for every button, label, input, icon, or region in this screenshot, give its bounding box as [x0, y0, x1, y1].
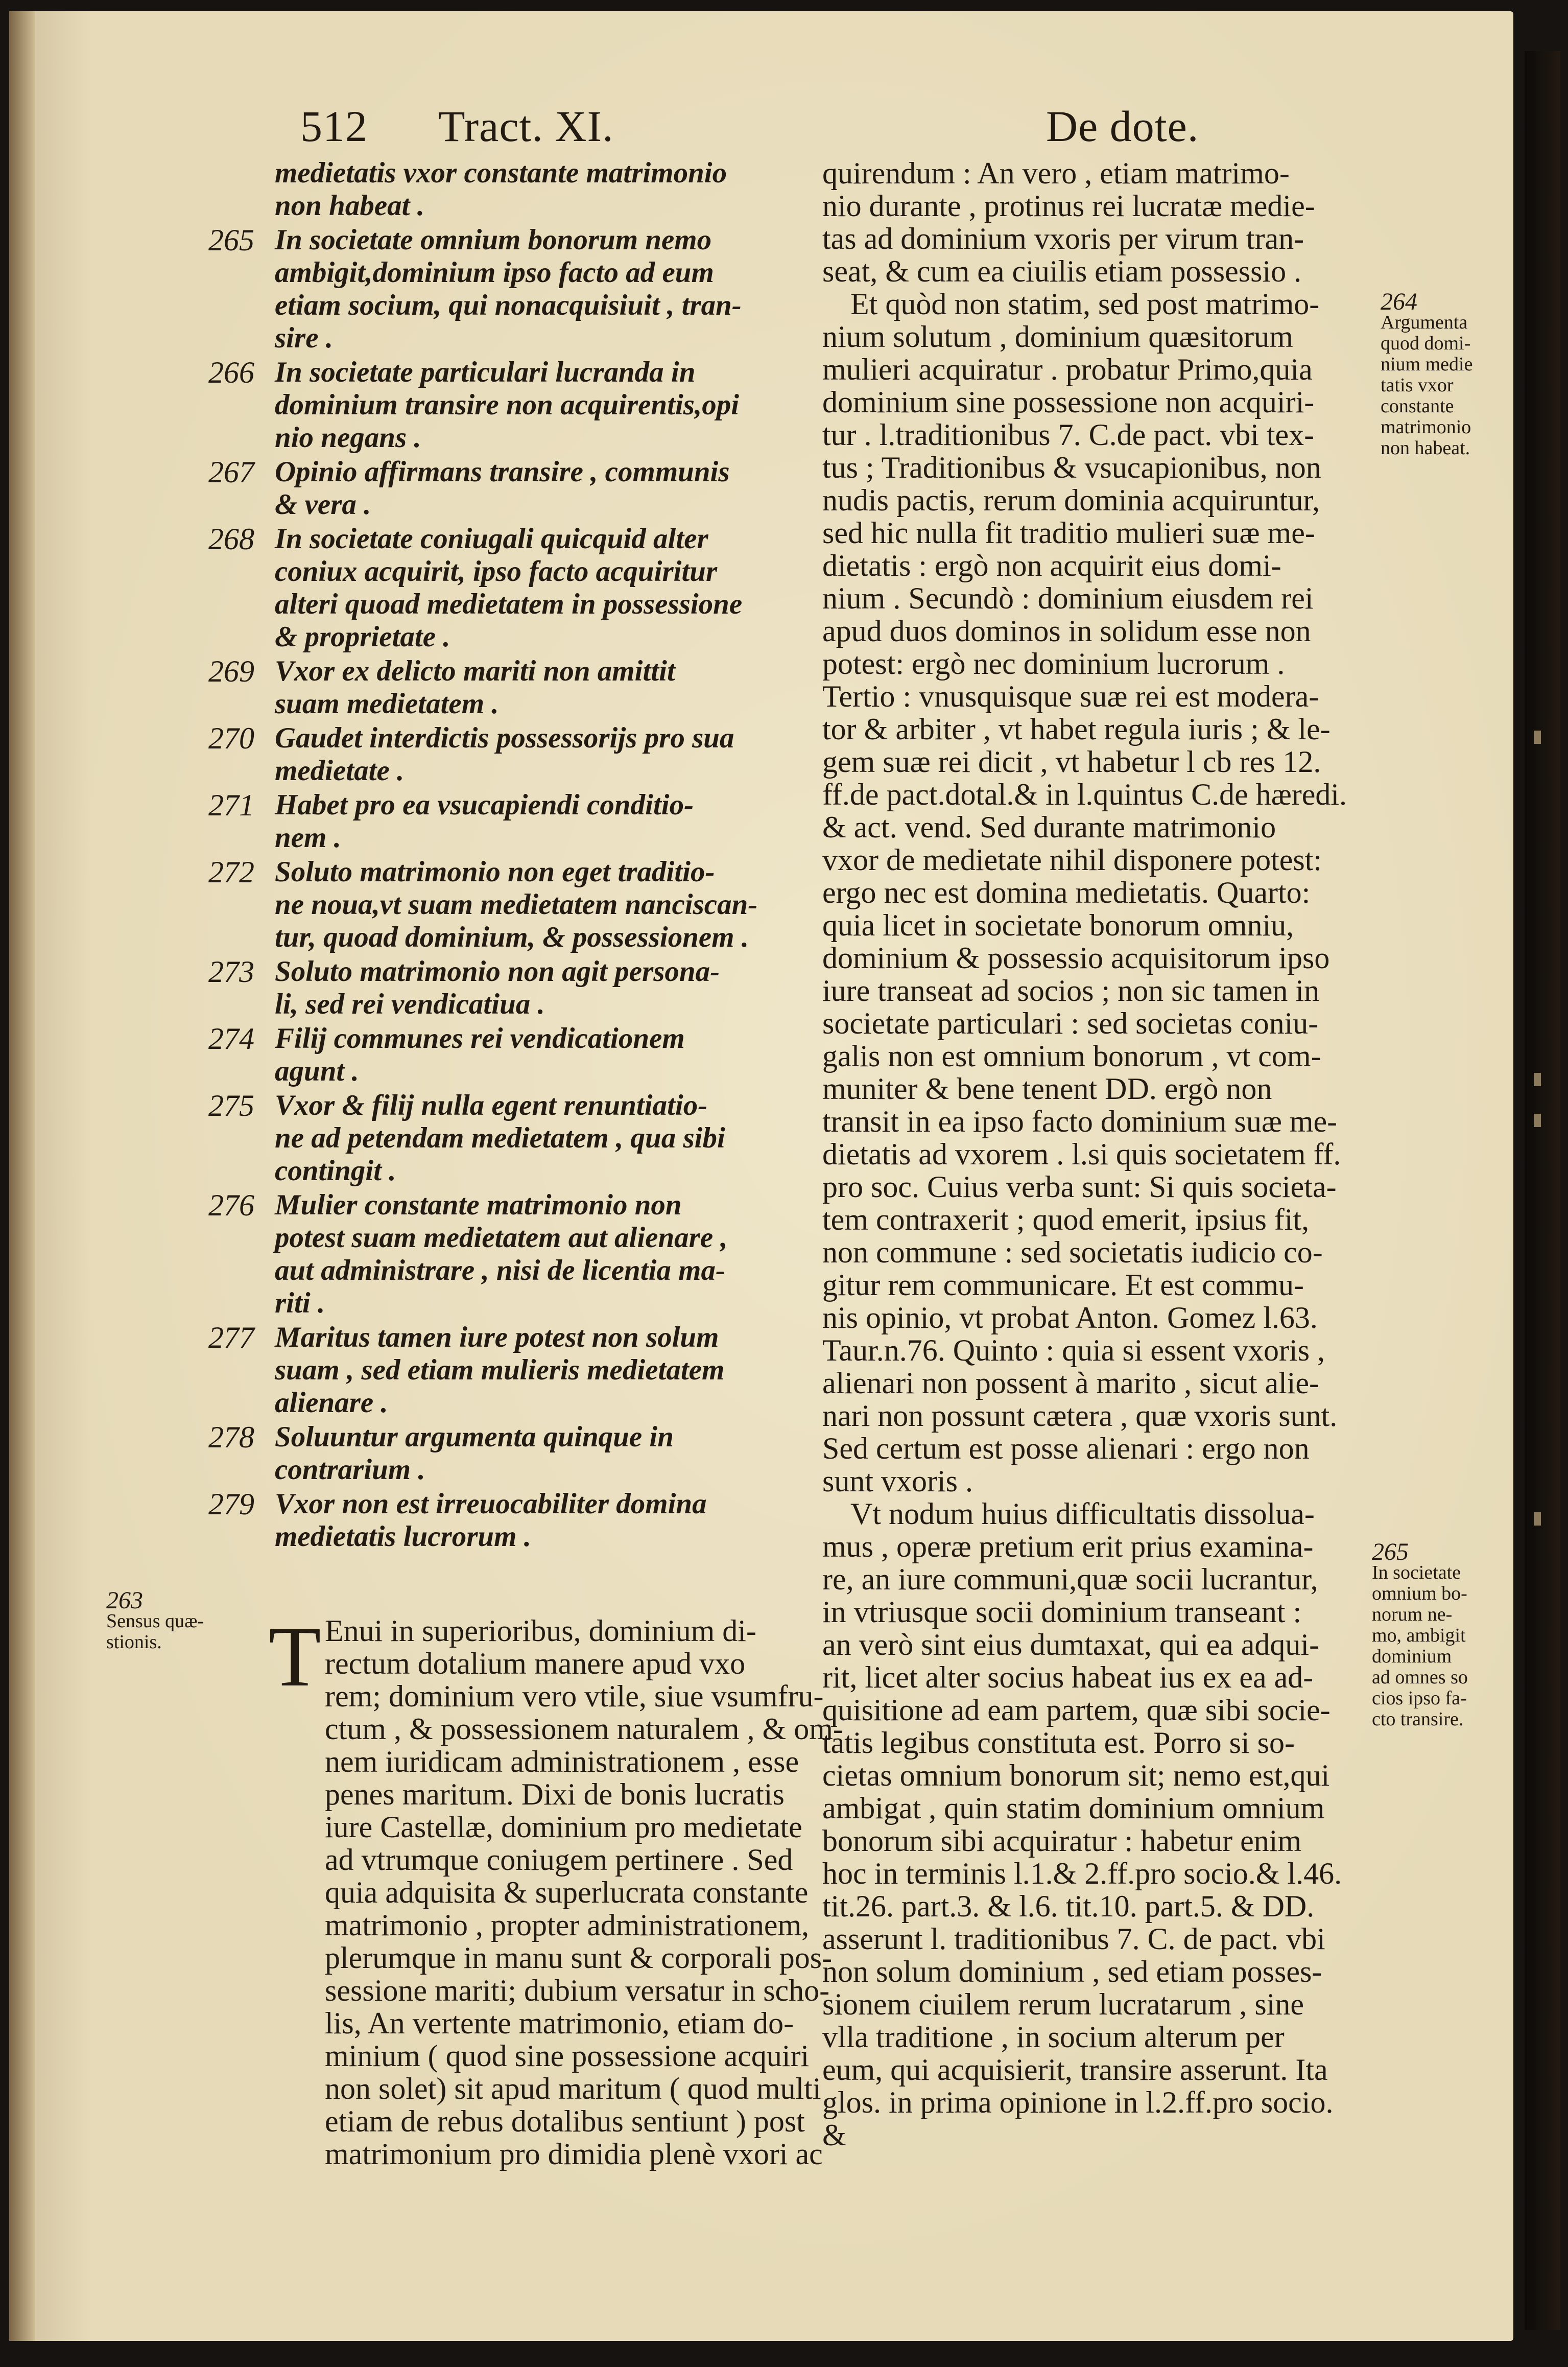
summary-line: In societate omnium bonorum nemo [275, 224, 712, 256]
summary-number: 277 [208, 1321, 254, 1354]
body-line: seat, & cum ea ciuilis etiam possessio . [822, 254, 1302, 288]
body-line: nium . Secundò : dominium eiusdem rei [822, 581, 1314, 615]
summary-line: agunt . [275, 1055, 359, 1087]
body-line: minium ( quod sine possessione acquiri [325, 2039, 810, 2073]
body-line: transit in ea ipso facto dominium suæ me- [822, 1105, 1338, 1138]
summary-line: Gaudet interdictis possessorijs pro sua [275, 722, 734, 754]
summary-number: 274 [208, 1022, 254, 1056]
summary-line: & vera . [275, 488, 371, 521]
summary-line: & proprietate . [275, 621, 450, 653]
body-line: nari non possunt cætera , quæ vxoris sunt. [822, 1399, 1338, 1433]
summary-line: suam , sed etiam mulieris medietatem [275, 1354, 725, 1386]
summary-line: tur, quoad dominium, & possessionem . [275, 921, 749, 953]
summary-line: contingit . [275, 1155, 396, 1187]
summary-line: Soluto matrimonio non agit persona- [275, 955, 720, 988]
summary-number: 278 [208, 1420, 254, 1454]
summary-line: Habet pro ea vsucapiendi conditio- [275, 789, 694, 821]
body-line: sed hic nulla fit traditio mulieri suæ me- [822, 516, 1315, 550]
page-number: 512 [300, 102, 368, 151]
summary-number: 275 [208, 1089, 254, 1122]
body-line: potest: ergò nec dominium lucrorum . [822, 647, 1285, 681]
summary-line: In societate coniugali quicquid alter [275, 523, 708, 555]
margin-note-line: ad omnes so [1372, 1667, 1468, 1688]
body-line: gitur rem communicare. Et est commu- [822, 1268, 1304, 1302]
summary-line: non habeat . [275, 190, 424, 222]
body-line: hoc in terminis l.1.& 2.ff.pro socio.& l.46. [822, 1857, 1342, 1890]
summary-line: alteri quoad medietatem in possessione [275, 588, 743, 620]
body-line: penes maritum. Dixi de bonis lucratis [325, 1777, 785, 1811]
summary-line: Mulier constante matrimonio non [275, 1189, 682, 1221]
summary-line: In societate particulari lucranda in [275, 356, 696, 388]
body-line: & act. vend. Sed durante matrimonio [822, 810, 1276, 844]
body-line: ambigat , quin statim dominium omnium [822, 1791, 1325, 1825]
summary-line: li, sed rei vendicatiua . [275, 988, 545, 1020]
summary-line: Vxor ex delicto mariti non amittit [275, 655, 675, 687]
summary-number: 268 [208, 522, 254, 556]
body-line: non commune : sed societatis iudicio co- [822, 1235, 1323, 1269]
body-line: eum, qui acquisierit, transire asserunt. Ita [822, 2053, 1328, 2087]
body-line: rem; dominium vero vtile, siue vsumfru- [325, 1679, 824, 1713]
summary-line: aut administrare , nisi de licentia ma- [275, 1254, 725, 1286]
summary-number: 271 [208, 788, 254, 822]
body-line: mus , operæ pretium erit prius examina- [822, 1530, 1314, 1563]
body-line: sionem ciuilem rerum lucratarum , sine [822, 1987, 1304, 2021]
body-line: tas ad dominium vxoris per virum tran- [822, 222, 1304, 255]
body-line: Enui in superioribus, dominium di- [325, 1614, 756, 1648]
margin-note-line: matrimonio [1381, 416, 1471, 438]
margin-note-line: quod domi- [1381, 333, 1471, 354]
body-line: sessione mariti; dubium versatur in scho- [325, 1974, 830, 2007]
margin-note-line: nium medie [1381, 354, 1473, 375]
body-line: dietatis : ergò non acquirit eius domi- [822, 549, 1281, 582]
body-line: rit, licet alter socius habeat ius ex ea ad- [822, 1660, 1314, 1694]
summary-line: Opinio affirmans transire , communis [275, 456, 730, 488]
body-line: dominium & possessio acquisitorum ipso [822, 941, 1330, 975]
summary-number: 265 [208, 223, 254, 257]
summary-number: 267 [208, 455, 254, 489]
body-line: & [822, 2118, 846, 2152]
summary-line: alienare . [275, 1387, 388, 1419]
margin-note-line: cto transire. [1372, 1708, 1464, 1730]
body-line: tatis legibus constituta est. Porro si so- [822, 1726, 1295, 1760]
summary-line: medietatis lucrorum . [275, 1520, 531, 1553]
body-line: tus ; Traditionibus & vsucapionibus, non [822, 451, 1321, 484]
body-line: quia adquisita & superlucrata constante [325, 1876, 809, 1909]
body-line: non solum dominium , sed etiam posses- [822, 1955, 1322, 1988]
body-line: societate particulari : sed societas coniu- [822, 1006, 1319, 1040]
margin-note-line: Sensus quæ- [106, 1610, 204, 1632]
summary-line: ne ad petendam medietatem , qua sibi [275, 1122, 725, 1154]
summary-line: Vxor & filij nulla egent renuntiatio- [275, 1089, 708, 1121]
body-line: non solet) sit apud maritum ( quod multi [325, 2072, 821, 2105]
body-line: nium solutum , dominium quæsitorum [822, 320, 1293, 354]
body-line: Tertio : vnusquisque suæ rei est modera- [822, 679, 1319, 713]
margin-note-263 [106, 1587, 204, 1653]
margin-note-line: stionis. [106, 1631, 162, 1653]
body-line: tem contraxerit ; quod emerit, ipsius fit, [822, 1203, 1310, 1236]
running-title-left: Tract. XI. [438, 102, 614, 151]
margin-note-264 [1381, 288, 1473, 459]
body-line: lis, An vertente matrimonio, etiam do- [325, 2006, 794, 2040]
summary-line: ne noua,vt suam medietatem nanciscan- [275, 888, 758, 921]
body-line: Sed certum est posse alienari : ergo non [822, 1432, 1310, 1465]
summary-number: 266 [208, 356, 254, 389]
body-line: nudis pactis, rerum dominia acquiruntur, [822, 483, 1320, 517]
margin-note-line: non habeat. [1381, 437, 1470, 459]
body-line: Vt nodum huius difficultatis dissolua- [850, 1497, 1315, 1531]
summary-number: 276 [208, 1188, 254, 1222]
summary-line: coniux acquirit, ipso facto acquiritur [275, 555, 718, 588]
binding-shadow [9, 11, 35, 2341]
summary-line: Soluto matrimonio non eget traditio- [275, 856, 715, 888]
body-line: quirendum : An vero , etiam matrimo- [822, 156, 1290, 190]
summary-line: medietate . [275, 755, 405, 787]
running-title-right: De dote. [1046, 102, 1199, 151]
margin-note-265 [1372, 1538, 1468, 1730]
summary-line: dominium transire non acquirentis,opi [275, 389, 740, 421]
summary-number: 273 [208, 955, 254, 989]
summary-number: 279 [208, 1487, 254, 1521]
body-line: iure Castellæ, dominium pro medietate [325, 1810, 802, 1844]
body-line: tur . l.traditionibus 7. C.de pact. vbi tex- [822, 418, 1315, 452]
body-line: asserunt l. traditionibus 7. C. de pact. vbi [822, 1922, 1325, 1956]
summary-line: nio negans . [275, 421, 421, 454]
summary-line: etiam socium, qui nonacquisiuit , tran- [275, 289, 742, 321]
drop-cap: T [269, 1609, 321, 1704]
body-line: apud duos dominos in solidum esse non [822, 614, 1311, 648]
body-line: glos. in prima opinione in l.2.ff.pro socio. [822, 2085, 1334, 2119]
body-line: ad vtrumque coniugem pertinere . Sed [325, 1843, 793, 1877]
margin-note-line: norum ne- [1372, 1604, 1453, 1625]
body-line: vxor de medietate nihil disponere potest: [822, 843, 1322, 877]
body-line: ff.de pact.dotal.& in l.quintus C.de hæredi. [822, 778, 1347, 811]
summary-line: contrarium . [275, 1454, 425, 1486]
adjacent-page-edge [1525, 51, 1560, 2330]
body-line: muniter & bene tenent DD. ergò non [822, 1072, 1272, 1106]
summary-line: Vxor non est irreuocabiliter domina [275, 1488, 707, 1520]
body-line: dietatis ad vxorem . l.si quis societatem ff. [822, 1137, 1341, 1171]
body-line: rectum dotalium manere apud vxo [325, 1647, 746, 1680]
summary-line: Maritus tamen iure potest non solum [275, 1321, 719, 1353]
body-line: galis non est omnium bonorum , vt com- [822, 1039, 1321, 1073]
summary-number: 269 [208, 654, 254, 688]
margin-note-line: cios ipso fa- [1372, 1688, 1467, 1709]
summary-line: Filij communes rei vendicationem [275, 1022, 685, 1054]
summary-line: Soluuntur argumenta quinque in [275, 1421, 674, 1453]
body-line: sunt vxoris . [822, 1464, 973, 1498]
summary-line: sire . [275, 322, 333, 354]
body-line: pro soc. Cuius verba sunt: Si quis societa- [822, 1170, 1337, 1204]
summary-number: 272 [208, 855, 254, 889]
body-line: matrimonio , propter administrationem, [325, 1908, 810, 1942]
body-line: vlla traditione , in socium alterum per [822, 2020, 1285, 2054]
summary-line: suam medietatem . [275, 688, 499, 720]
body-line: Taur.n.76. Quinto : quia si essent vxoris , [822, 1333, 1325, 1367]
summary-line: medietatis vxor constante matrimonio [275, 157, 727, 189]
summary-line: potest suam medietatem aut alienare , [275, 1222, 728, 1254]
body-line: matrimonium pro dimidia plenè vxori ac [325, 2137, 823, 2171]
body-line: tor & arbiter , vt habet regula iuris ; & le- [822, 712, 1331, 746]
body-line: nio durante , protinus rei lucratæ medie- [822, 189, 1315, 223]
body-line: nem iuridicam administrationem , esse [325, 1745, 799, 1778]
body-line: an verò sint eius dumtaxat, qui ea adqui- [822, 1628, 1320, 1661]
body-line: plerumque in manu sunt & corporali pos- [325, 1941, 833, 1975]
body-line: bonorum sibi acquiratur : habetur enim [822, 1824, 1302, 1858]
body-line: ergo nec est domina medietatis. Quarto: [822, 876, 1311, 909]
body-line: tit.26. part.3. & l.6. tit.10. part.5. & DD. [822, 1889, 1315, 1923]
margin-note-line: Argumenta [1381, 312, 1468, 333]
body-line: alienari non possent à marito , sicut alie- [822, 1366, 1320, 1400]
margin-note-number: 264 [1381, 288, 1417, 315]
summary-number: 270 [208, 721, 254, 755]
body-line: etiam de rebus dotalibus sentiunt ) post [325, 2104, 805, 2138]
body-line: Et quòd non statim, sed post matrimo- [850, 287, 1320, 321]
margin-note-line: constante [1381, 395, 1454, 417]
book-page [9, 11, 1513, 2341]
summary-line: riti . [275, 1287, 325, 1319]
body-line: iure transeat ad socios ; non sic tamen in [822, 974, 1320, 1007]
margin-note-line: dominium [1372, 1646, 1452, 1667]
body-line: re, an iure communi,quæ socii lucrantur, [822, 1562, 1318, 1596]
body-line: quia licet in societate bonorum omniu, [822, 908, 1294, 942]
body-line: nis opinio, vt probat Anton. Gomez l.63. [822, 1301, 1318, 1334]
body-line: mulieri acquiratur . probatur Primo,quia [822, 353, 1313, 386]
margin-note-number: 263 [106, 1587, 143, 1614]
body-line: cietas omnium bonorum sit; nemo est,qui [822, 1759, 1330, 1792]
margin-note-line: mo, ambigit [1372, 1625, 1466, 1646]
margin-note-number: 265 [1372, 1538, 1409, 1565]
body-line: in vtriusque socii dominium transeant : [822, 1595, 1302, 1629]
body-line: gem suæ rei dicit , vt habetur l cb res 12. [822, 745, 1321, 779]
summary-line: nem . [275, 822, 341, 854]
margin-note-line: omnium bo- [1372, 1583, 1467, 1604]
body-line: quisitione ad eam partem, quæ sibi socie- [822, 1693, 1331, 1727]
margin-note-line: In societate [1372, 1562, 1461, 1583]
body-line: ctum , & possessionem naturalem , & om- [325, 1712, 843, 1746]
summary-line: ambigit,dominium ipso facto ad eum [275, 256, 714, 289]
body-line: dominium sine possessione non acquiri- [822, 385, 1315, 419]
margin-note-line: tatis vxor [1381, 374, 1454, 396]
